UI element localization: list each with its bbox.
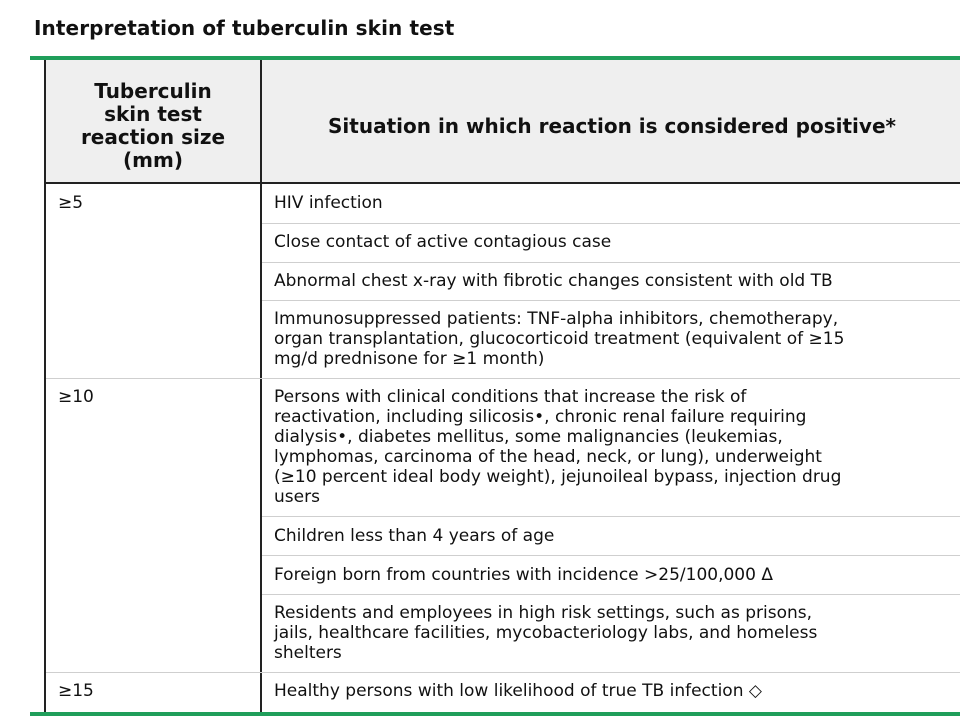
size-cell-5: ≥5 xyxy=(58,193,84,213)
page-title: Interpretation of tuberculin skin test xyxy=(34,16,455,40)
header-reaction-size: Tuberculin skin test reaction size (mm) xyxy=(80,79,226,172)
situation-cell: Foreign born from countries with incidence >25/100,000 Δ xyxy=(274,565,773,585)
group-divider xyxy=(46,378,960,379)
header-situation: Situation in which reaction is considered positive* xyxy=(328,114,896,138)
situation-cell: Close contact of active contagious case xyxy=(274,232,612,252)
row-divider xyxy=(262,223,960,224)
group-divider xyxy=(46,672,960,673)
row-divider xyxy=(262,555,960,556)
row-divider xyxy=(262,300,960,301)
situation-cell: Abnormal chest x-ray with fibrotic changes consistent with old TB xyxy=(274,271,833,291)
bottom-green-rule xyxy=(30,712,960,716)
table-left-border xyxy=(44,60,46,712)
situation-cell: HIV infection xyxy=(274,193,383,213)
situation-cell: Residents and employees in high risk settings, such as prisons, jails, healthcare facilities, mycobacteriology labs, and homeless shelters xyxy=(274,603,818,663)
situation-cell: Persons with clinical conditions that increase the risk of reactivation, including silicosis•, chronic renal failure requiring dialysis•, diabetes mellitus, some malignancies (leukemias, lymphomas, carcinoma of the head, neck, or lung), underweight (≥10 percent ideal body weight), jejunoileal bypass, injection drug users xyxy=(274,387,842,507)
size-cell-10: ≥10 xyxy=(58,387,94,407)
row-divider xyxy=(262,262,960,263)
row-divider xyxy=(262,516,960,517)
size-cell-15: ≥15 xyxy=(58,681,94,701)
header-divider xyxy=(44,182,960,184)
row-divider xyxy=(262,594,960,595)
situation-cell: Healthy persons with low likelihood of true TB infection ◇ xyxy=(274,681,762,701)
table-column-divider xyxy=(260,60,262,712)
situation-cell: Immunosuppressed patients: TNF-alpha inhibitors, chemotherapy, organ transplantation, glucocorticoid treatment (equivalent of ≥15 mg/d prednisone for ≥1 month) xyxy=(274,309,845,369)
situation-cell: Children less than 4 years of age xyxy=(274,526,555,546)
